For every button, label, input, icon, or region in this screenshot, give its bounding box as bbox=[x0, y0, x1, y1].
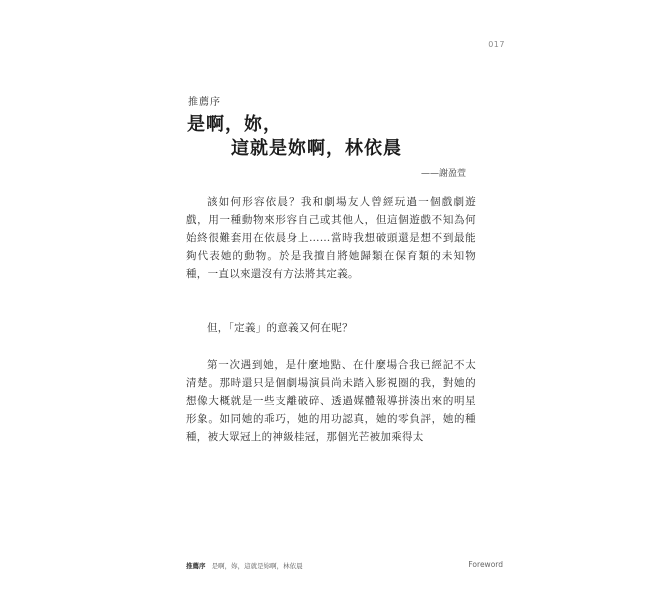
running-footer bbox=[186, 561, 303, 570]
title-line-2: 這就是妳啊，林依晨 bbox=[231, 138, 402, 159]
author-attribution: ——謝盈萱 bbox=[420, 169, 466, 179]
footer-section-label: 推薦序 bbox=[186, 562, 206, 570]
body-paragraph-2: 但，「定義」的意義又何在呢？ bbox=[207, 322, 353, 334]
footer-running-title: 是啊，妳，這就是妳啊，林依晨 bbox=[211, 562, 303, 570]
footer-foreword-label: Foreword bbox=[468, 560, 503, 569]
page-number: 017 bbox=[488, 40, 505, 49]
body-paragraph-3: 第一次遇到她，是什麼地點、在什麼場合我已經記不太清楚。那時還只是個劇場演員尚未踏入影視圈的我，對她的想像大概就是一些支離破碎、透過媒體報導拼湊出來的明星形象。如同她的乖巧，她的用功認真，她的零負評，她的種種，被大眾冠上的神級桂冠，那個光芒被加乘得太 bbox=[186, 359, 476, 443]
section-label: 推薦序 bbox=[188, 97, 221, 108]
title-line-1: 是啊，妳， bbox=[187, 114, 282, 135]
body-paragraph-1: 該如何形容依晨？我和劇場友人曾經玩過一個戲劇遊戲，用一種動物來形容自己或其他人，但這個遊戲不知為何始終很難套用在依晨身上……當時我想破頭還是想不到最能夠代表她的動物。於是我擅自將她歸類在保育類的未知物種，一直以來還沒有方法將其定義。 bbox=[186, 196, 476, 280]
